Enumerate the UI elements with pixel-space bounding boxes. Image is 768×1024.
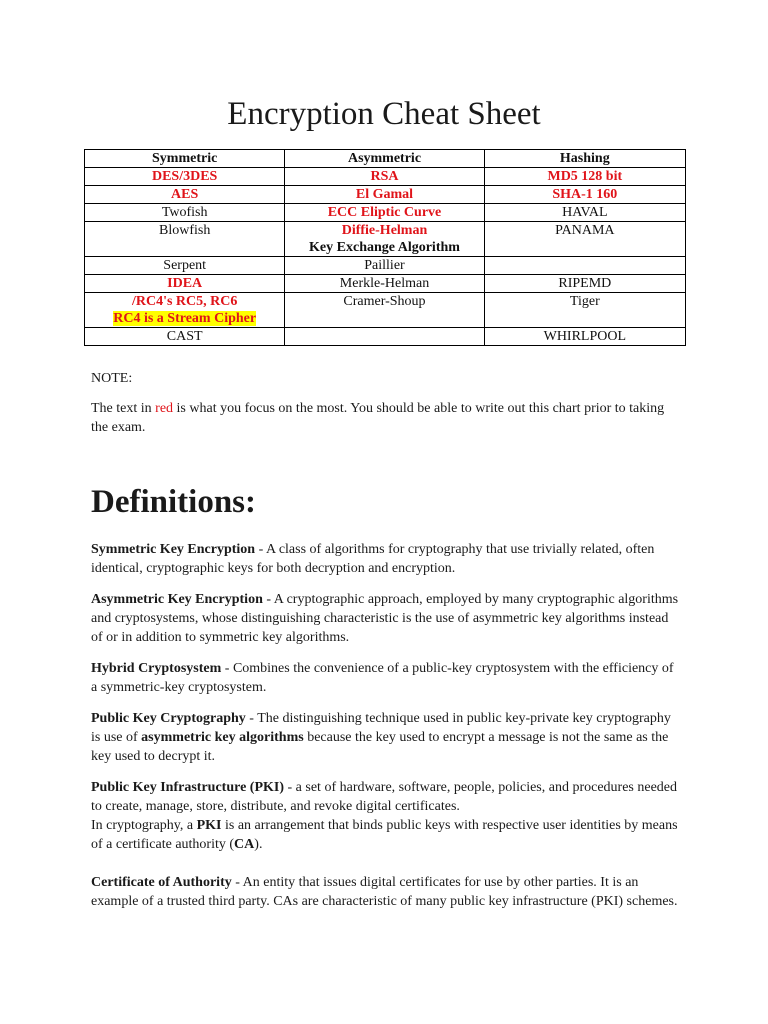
table-row bbox=[85, 168, 686, 186]
definition-term: Public Key Infrastructure (PKI) bbox=[91, 780, 285, 795]
cell-text: Paillier bbox=[364, 258, 405, 273]
cell-text: AES bbox=[171, 187, 199, 202]
cell-text: /RC4's RC5, RC6 bbox=[131, 294, 238, 309]
table-cell bbox=[85, 275, 285, 293]
definition-public-key-cryptography: Public Key Cryptography - The distinguishing technique used in public key-private key cryptography is use of asymmetric key algorithms because the key used to encrypt a message is not the same as the key used to decrypt it. bbox=[91, 711, 671, 764]
table-cell bbox=[285, 257, 484, 275]
cell-text: CAST bbox=[166, 329, 203, 344]
cell-text: HAVAL bbox=[562, 205, 608, 220]
definition-asymmetric: Asymmetric Key Encryption - A cryptographic approach, employed by many cryptographic algorithms and cryptosystems, whose distinguishing characteristic is the use of asymmetric key algorithms instead of or in addition to symmetric key algorithms. bbox=[91, 592, 679, 645]
table-row bbox=[85, 204, 686, 222]
table-cell bbox=[484, 222, 685, 257]
table-cell bbox=[484, 168, 685, 186]
table-cell bbox=[285, 293, 484, 328]
encryption-table bbox=[84, 149, 686, 346]
table-cell bbox=[484, 275, 685, 293]
cell-text: WHIRLPOOL bbox=[543, 329, 627, 344]
cell-text bbox=[488, 257, 682, 274]
cell-text: Blowfish bbox=[158, 223, 211, 238]
page-title: Encryption Cheat Sheet bbox=[227, 96, 541, 132]
table-cell bbox=[285, 328, 484, 346]
table-cell bbox=[85, 186, 285, 204]
table-cell bbox=[285, 275, 484, 293]
cell-text: IDEA bbox=[167, 276, 203, 291]
cell-text: Tiger bbox=[569, 294, 600, 309]
definition-term: Symmetric Key Encryption bbox=[91, 542, 256, 557]
table-cell bbox=[484, 257, 685, 275]
definition-term: Public Key Cryptography bbox=[91, 711, 246, 726]
table-cell bbox=[285, 168, 484, 186]
table-cell bbox=[484, 328, 685, 346]
cell-text: DES/3DES bbox=[151, 169, 218, 184]
definition-term: Certificate of Authority bbox=[91, 875, 232, 890]
cell-text: Diffie-Helman bbox=[341, 223, 428, 238]
table-cell bbox=[85, 257, 285, 275]
table-cell bbox=[85, 222, 285, 257]
cell-text: MD5 128 bit bbox=[547, 169, 623, 184]
definition-term: Asymmetric Key Encryption bbox=[91, 592, 263, 607]
red-word: red bbox=[155, 401, 174, 416]
table-row bbox=[85, 328, 686, 346]
cell-text: SHA-1 160 bbox=[552, 187, 618, 202]
table-cell bbox=[85, 204, 285, 222]
table-cell bbox=[285, 204, 484, 222]
highlighted-text: RC4 is a Stream Cipher bbox=[113, 311, 257, 326]
definition-certificate-authority: Certificate of Authority - An entity that issues digital certificates for use by other parties. It is an example of a trusted third party. CAs are characteristic of many public key infrastructure (PKI) schemes. bbox=[91, 875, 678, 909]
cell-text: Serpent bbox=[163, 258, 207, 273]
cell-text: Cramer-Shoup bbox=[343, 294, 426, 309]
table-cell bbox=[484, 186, 685, 204]
table-cell bbox=[85, 293, 285, 328]
header-symmetric: Symmetric bbox=[85, 150, 285, 168]
cell-subtext: Key Exchange Algorithm bbox=[309, 240, 460, 255]
cell-text bbox=[288, 328, 480, 345]
table-row bbox=[85, 257, 686, 275]
table-cell bbox=[484, 204, 685, 222]
table-cell bbox=[85, 168, 285, 186]
definition-hybrid: Hybrid Cryptosystem - Combines the convenience of a public-key cryptosystem with the efficiency of a symmetric-key cryptosystem. bbox=[91, 661, 674, 695]
cell-text: ECC Eliptic Curve bbox=[327, 205, 442, 220]
cell-text: RIPEMD bbox=[558, 276, 612, 291]
cell-text: RSA bbox=[370, 169, 399, 184]
definition-pki: Public Key Infrastructure (PKI) - a set of hardware, software, people, policies, and procedures needed to create, manage, store, distribute, and revoke digital certificates. In cryptography, a PKI is an arrangement that binds public keys with respective user identities by means of a certificate authority (CA). bbox=[91, 780, 678, 852]
note-text: The text in red is what you focus on the most. You should be able to write out this chart prior to taking the exam. bbox=[91, 401, 665, 435]
table-cell bbox=[285, 222, 484, 257]
table-row bbox=[85, 222, 686, 257]
definition-symmetric: Symmetric Key Encryption - A class of algorithms for cryptography that use trivially related, often identical, cryptographic keys for both decryption and encryption. bbox=[91, 542, 655, 576]
table-row bbox=[85, 275, 686, 293]
table-row bbox=[85, 293, 686, 328]
table-cell bbox=[484, 293, 685, 328]
note-label: NOTE: bbox=[91, 371, 133, 386]
cell-text: El Gamal bbox=[355, 187, 414, 202]
table-header-row bbox=[85, 150, 686, 168]
definition-term: Hybrid Cryptosystem bbox=[91, 661, 222, 676]
header-asymmetric: Asymmetric bbox=[285, 150, 484, 168]
header-hashing: Hashing bbox=[484, 150, 685, 168]
table-cell bbox=[285, 186, 484, 204]
cell-text: Twofish bbox=[161, 205, 208, 220]
table-row bbox=[85, 186, 686, 204]
cell-text: PANAMA bbox=[555, 223, 615, 238]
table-cell bbox=[85, 328, 285, 346]
definitions-heading: Definitions: bbox=[91, 484, 256, 520]
cell-text: Merkle-Helman bbox=[339, 276, 430, 291]
